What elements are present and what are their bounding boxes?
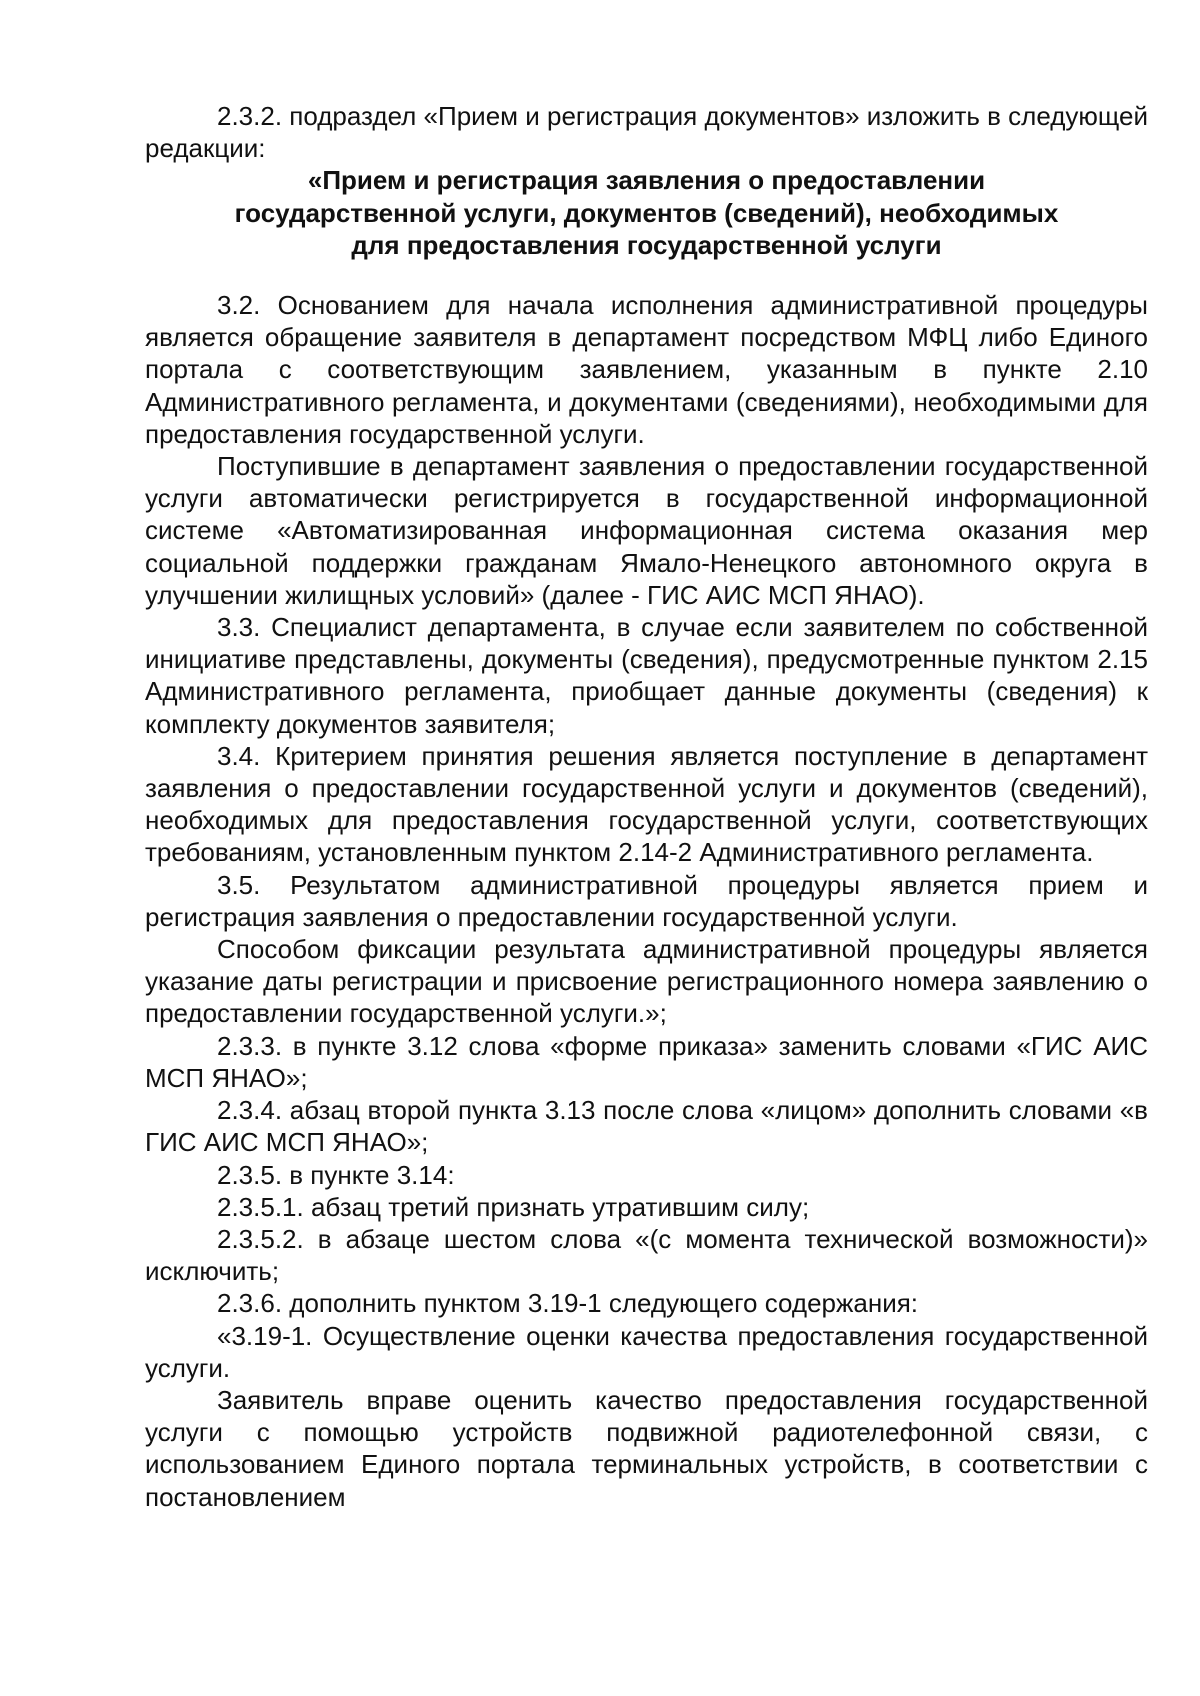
paragraph-received-applications: Поступившие в департамент заявления о предоставлении государственной услуги автоматически регистрируется в государственной информационной системе «Автоматизированная информационная система оказания мер социальной поддержки гражданам Ямало-Ненецкого автономного округа в улучшении жилищных условий» (далее - ГИС АИС МСП ЯНАО). — [145, 451, 1148, 610]
paragraph-2-3-5-1: 2.3.5.1. абзац третий признать утратившим силу; — [217, 1191, 810, 1222]
paragraph-3-4: 3.4. Критерием принятия решения является поступление в департамент заявления о предоставлении государственной услуги и документов (сведений), необходимых для предоставления государственной услуги, соответствующих требованиям, установленным пунктом 2.14-2 Административного регламента. — [145, 740, 1148, 868]
paragraph-3-19-1: «3.19-1. Осуществление оценки качества предоставления государственной услуги. — [145, 1320, 1148, 1383]
paragraph-applicant: Заявитель вправе оценить качество предоставления государственной услуги с помощью устройств подвижной радиотелефонной связи, с использованием Единого портала терминальных устройств, в соответствии с постановлением — [145, 1384, 1148, 1512]
paragraph-3-5: 3.5. Результатом административной процедуры является прием и регистрация заявления о предоставлении государственной услуги. — [145, 869, 1148, 932]
section-heading-line-3: для предоставления государственной услуги — [351, 229, 942, 260]
paragraph-2-3-5-2: 2.3.5.2. в абзаце шестом слова «(с момента технической возможности)» исключить; — [145, 1223, 1148, 1287]
paragraph-2-3-6: 2.3.6. дополнить пунктом 3.19-1 следующего содержания: — [217, 1288, 919, 1319]
paragraph-3-2: 3.2. Основанием для начала исполнения административной процедуры является обращение заявителя в департамент посредством МФЦ либо Единого портала с соответствующим заявлением, указанным в пункте 2.10 Административного регламента, и документами (сведениями), необходимыми для предоставления государственной услуги. — [145, 290, 1148, 449]
section-heading — [145, 164, 1148, 261]
paragraph-2-3-3: 2.3.3. в пункте 3.12 слова «форме приказа» заменить словами «ГИС АИС МСП ЯНАО»; — [145, 1030, 1148, 1093]
intro-paragraph: 2.3.2. подраздел «Прием и регистрация документов» изложить в следующей редакции: — [145, 101, 1148, 164]
section-heading-line-1: «Прием и регистрация заявления о предоставлении — [307, 165, 986, 196]
paragraph-2-3-5: 2.3.5. в пункте 3.14: — [217, 1159, 455, 1190]
document-page — [145, 100, 1148, 1513]
paragraph-2-3-4: 2.3.4. абзац второй пункта 3.13 после слова «лицом» дополнить словами «в ГИС АИС МСП ЯНАО»; — [145, 1095, 1148, 1158]
paragraph-3-3: 3.3. Специалист департамента, в случае если заявителем по собственной инициативе представлены, документы (сведения), предусмотренные пунктом 2.15 Административного регламента, приобщает данные документы (сведения) к комплекту документов заявителя; — [145, 612, 1148, 739]
paragraph-fixation: Способом фиксации результата административной процедуры является указание даты регистрации и присвоение регистрационного номера заявлению о предоставлении государственной услуги.»; — [145, 934, 1148, 1029]
section-heading-line-2: государственной услуги, документов (сведений), необходимых — [234, 197, 1059, 228]
